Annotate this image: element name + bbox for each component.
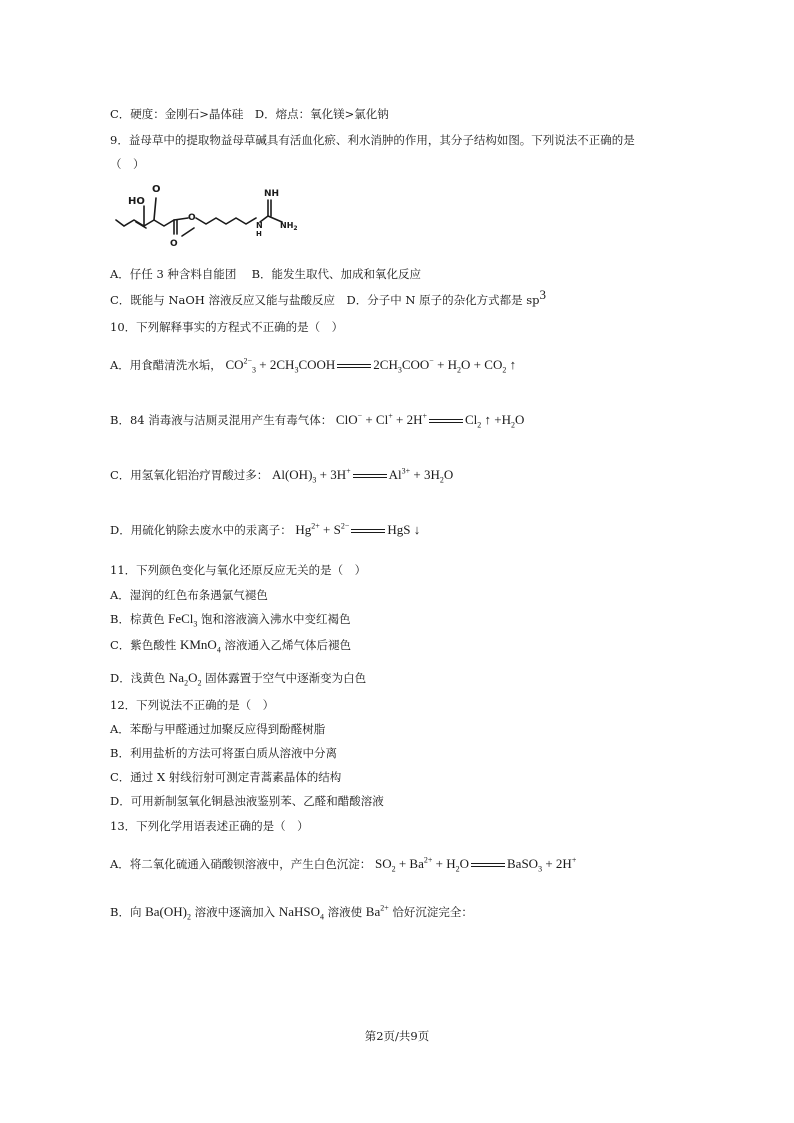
text: D．可用新制氢氧化铜悬浊液鉴别苯、乙醛和醋酸溶液 [110, 794, 384, 808]
q10-option-b [110, 412, 524, 428]
q9-stem [110, 132, 635, 148]
q10-option-c [110, 467, 453, 483]
equation-c [271, 466, 454, 485]
equals-arrow [351, 527, 385, 535]
text: 溶液使 [323, 905, 366, 919]
label-o-carbonyl: O [170, 239, 178, 249]
text: A．将二氧化硫通入硝酸钡溶液中，产生白色沉淀： [110, 857, 372, 871]
text: 恰好沉淀完全： [388, 905, 473, 919]
bond-o-top [154, 198, 156, 220]
formula [168, 670, 202, 688]
up-arrow: ↑ [506, 357, 517, 372]
sup: 3+ [401, 466, 411, 476]
q11-option-d [110, 670, 366, 686]
text: B．利用盐析的方法可将蛋白质从溶液中分离 [110, 746, 337, 760]
sub: 2 [391, 864, 396, 874]
text: A．苯酚与甲醛通过加聚反应得到酚醛树脂 [110, 722, 326, 736]
label-ho: HO [128, 196, 145, 207]
f: HgS [387, 522, 411, 537]
f: ClO [335, 412, 358, 427]
q13-option-a [110, 856, 576, 872]
f: Hg [295, 522, 312, 537]
text: （ ） [110, 157, 145, 171]
equals-arrow [353, 472, 387, 480]
f: O + CO [461, 357, 503, 372]
equals-arrow [337, 362, 371, 370]
q9-answer-bracket [110, 156, 145, 172]
structure-labels [128, 184, 298, 249]
q13-option-b [110, 904, 473, 920]
sub: 3 [193, 619, 198, 629]
sub: 2 [197, 678, 202, 688]
page-footer: 第2页/共9页 [364, 1029, 430, 1043]
equation-13a [374, 855, 577, 874]
text: 溶液通入乙烯气体后褪色 [220, 638, 351, 652]
f: O [459, 856, 470, 871]
text: D．用硫化钠除去废水中的汞离子： [110, 523, 292, 537]
f: BaSO [507, 856, 539, 871]
sub: 3 [252, 365, 257, 375]
sub: 2 [477, 420, 482, 430]
f: + Cl [362, 412, 389, 427]
equation-a [225, 356, 517, 375]
text: 13．下列化学用语表述正确的是（ ） [110, 819, 309, 833]
sub: 3 [538, 864, 543, 874]
f: ↑ +H [481, 412, 512, 427]
f: O [443, 467, 454, 482]
text: 11．下列颜色变化与氧化还原反应无关的是（ ） [110, 563, 367, 577]
text: C．用氢氧化铝治疗胃酸过多： [110, 468, 269, 482]
text: 饱和溶液滴入沸水中变红褐色 [197, 612, 351, 626]
sub: 2 [511, 420, 516, 430]
f: COOH [298, 357, 336, 372]
molecule-structure-diagram [110, 178, 310, 258]
sub: 2 [187, 912, 191, 922]
sup: + [571, 855, 577, 865]
f: Al [388, 467, 402, 482]
q11-stem [110, 562, 366, 578]
f: Al(OH) [271, 467, 313, 482]
sub: 2 [457, 365, 462, 375]
chain-left [116, 220, 174, 226]
formula [168, 611, 198, 629]
f: 2CH [373, 357, 398, 372]
sup: − [357, 411, 363, 421]
label-h: H [256, 230, 262, 238]
f: O [515, 412, 525, 427]
equals-arrow [429, 417, 463, 425]
sup: + [422, 411, 427, 421]
q12-option-c [110, 769, 341, 785]
label-nh2-sub: 2 [293, 225, 298, 232]
sup: 2+ [311, 521, 320, 531]
formula [179, 637, 221, 655]
f: + 2CH [256, 357, 295, 372]
f: NaHSO [278, 904, 320, 919]
q10-option-a [110, 357, 516, 373]
q11-option-c [110, 637, 351, 653]
label-o-ester: O [188, 213, 196, 223]
f: O [188, 670, 198, 685]
sup: 2− [243, 356, 253, 366]
q8-option-cd [110, 106, 389, 122]
q11-option-b [110, 611, 351, 627]
f: COO [401, 357, 430, 372]
formula [145, 904, 191, 922]
text: A．仔任 3 种含料自能团 B．能发生取代、加成和氧化反应 [110, 267, 422, 281]
label-o-top: O [152, 184, 161, 195]
sup: 2+ [380, 903, 389, 913]
label-nh2 [280, 221, 298, 232]
text: D．浅黄色 [110, 671, 169, 685]
sub: 4 [319, 912, 324, 922]
sup: + [346, 466, 351, 476]
q12-option-a [110, 721, 325, 737]
sub: 2 [184, 678, 189, 688]
f: SO [374, 856, 392, 871]
f: Ba(OH) [145, 904, 187, 919]
q10-stem [110, 319, 343, 335]
f: + H [432, 856, 456, 871]
sub: 3 [312, 475, 317, 485]
text: A．用食醋清洗水垢， [110, 358, 222, 372]
q9-option-ab [110, 266, 421, 282]
text: C．紫色酸性 [110, 638, 180, 652]
bond-methyl [182, 228, 194, 236]
f: + 3H [410, 467, 440, 482]
text: C．既能与 NaOH 溶液反应又能与盐酸反应 D．分子中 N 原子的杂化方式都是 sp [110, 293, 540, 307]
f: + 3H [316, 467, 347, 482]
text: B．棕黄色 [110, 612, 169, 626]
formula [366, 904, 389, 919]
text: A．湿润的红色布条遇氯气褪色 [110, 588, 268, 602]
f: + S [319, 522, 341, 537]
label-n: N [256, 221, 263, 230]
q12-stem [110, 697, 274, 713]
sup: − [429, 356, 434, 366]
f: Cl [464, 412, 478, 427]
f: Na [168, 670, 185, 685]
sub: 3 [294, 365, 299, 375]
down-arrow: ↓ [410, 522, 421, 537]
superscript: 3 [539, 287, 546, 303]
f: KMnO [179, 637, 217, 652]
q11-option-a [110, 587, 268, 603]
equals-arrow [471, 861, 505, 869]
sub: 2 [439, 475, 444, 485]
bond-guanidine [260, 200, 268, 222]
sup: 2+ [423, 855, 433, 865]
f: + 2H [392, 412, 423, 427]
sub: 4 [216, 645, 221, 655]
text: C．通过 X 射线衍射可测定青蒿素晶体的结构 [110, 770, 342, 784]
f: FeCl [168, 611, 194, 626]
text: B．84 消毒液与洁厕灵混用产生有毒气体： [110, 413, 333, 427]
q13-stem [110, 818, 309, 834]
q12-option-b [110, 745, 337, 761]
sup: 2− [340, 521, 350, 531]
f: + H [433, 357, 458, 372]
q10-option-d [110, 522, 420, 538]
text: 溶液中逐滴加入 [191, 905, 279, 919]
formula [278, 904, 324, 922]
equation-b [335, 411, 525, 430]
sub: 2 [502, 365, 507, 375]
sub: 2 [455, 864, 460, 874]
f: + 2H [542, 856, 572, 871]
q9-option-cd [110, 287, 546, 308]
label-nh2-main: NH [280, 221, 294, 230]
sub: 3 [397, 365, 402, 375]
q12-option-d [110, 793, 384, 809]
sup: + [388, 411, 393, 421]
text: 10．下列解释事实的方程式不正确的是（ ） [110, 320, 344, 334]
text: C．硬度：金刚石>晶体硅 D．熔点：氧化镁>氯化钠 [110, 107, 389, 121]
text: 9．益母草中的提取物益母草碱具有活血化瘀、利水消肿的作用，其分子结构如图。下列说法不正确的是 [110, 133, 635, 147]
f: + Ba [395, 856, 424, 871]
label-nh: NH [264, 189, 280, 199]
chain-right [196, 218, 256, 224]
f: CO [225, 357, 244, 372]
equation-d [295, 522, 420, 537]
text: B．向 [110, 905, 146, 919]
f: Ba [365, 904, 381, 919]
bond-ester-o [174, 218, 188, 220]
text: 12．下列说法不正确的是（ ） [110, 698, 275, 712]
text: 固体露置于空气中逐渐变为白色 [201, 671, 367, 685]
